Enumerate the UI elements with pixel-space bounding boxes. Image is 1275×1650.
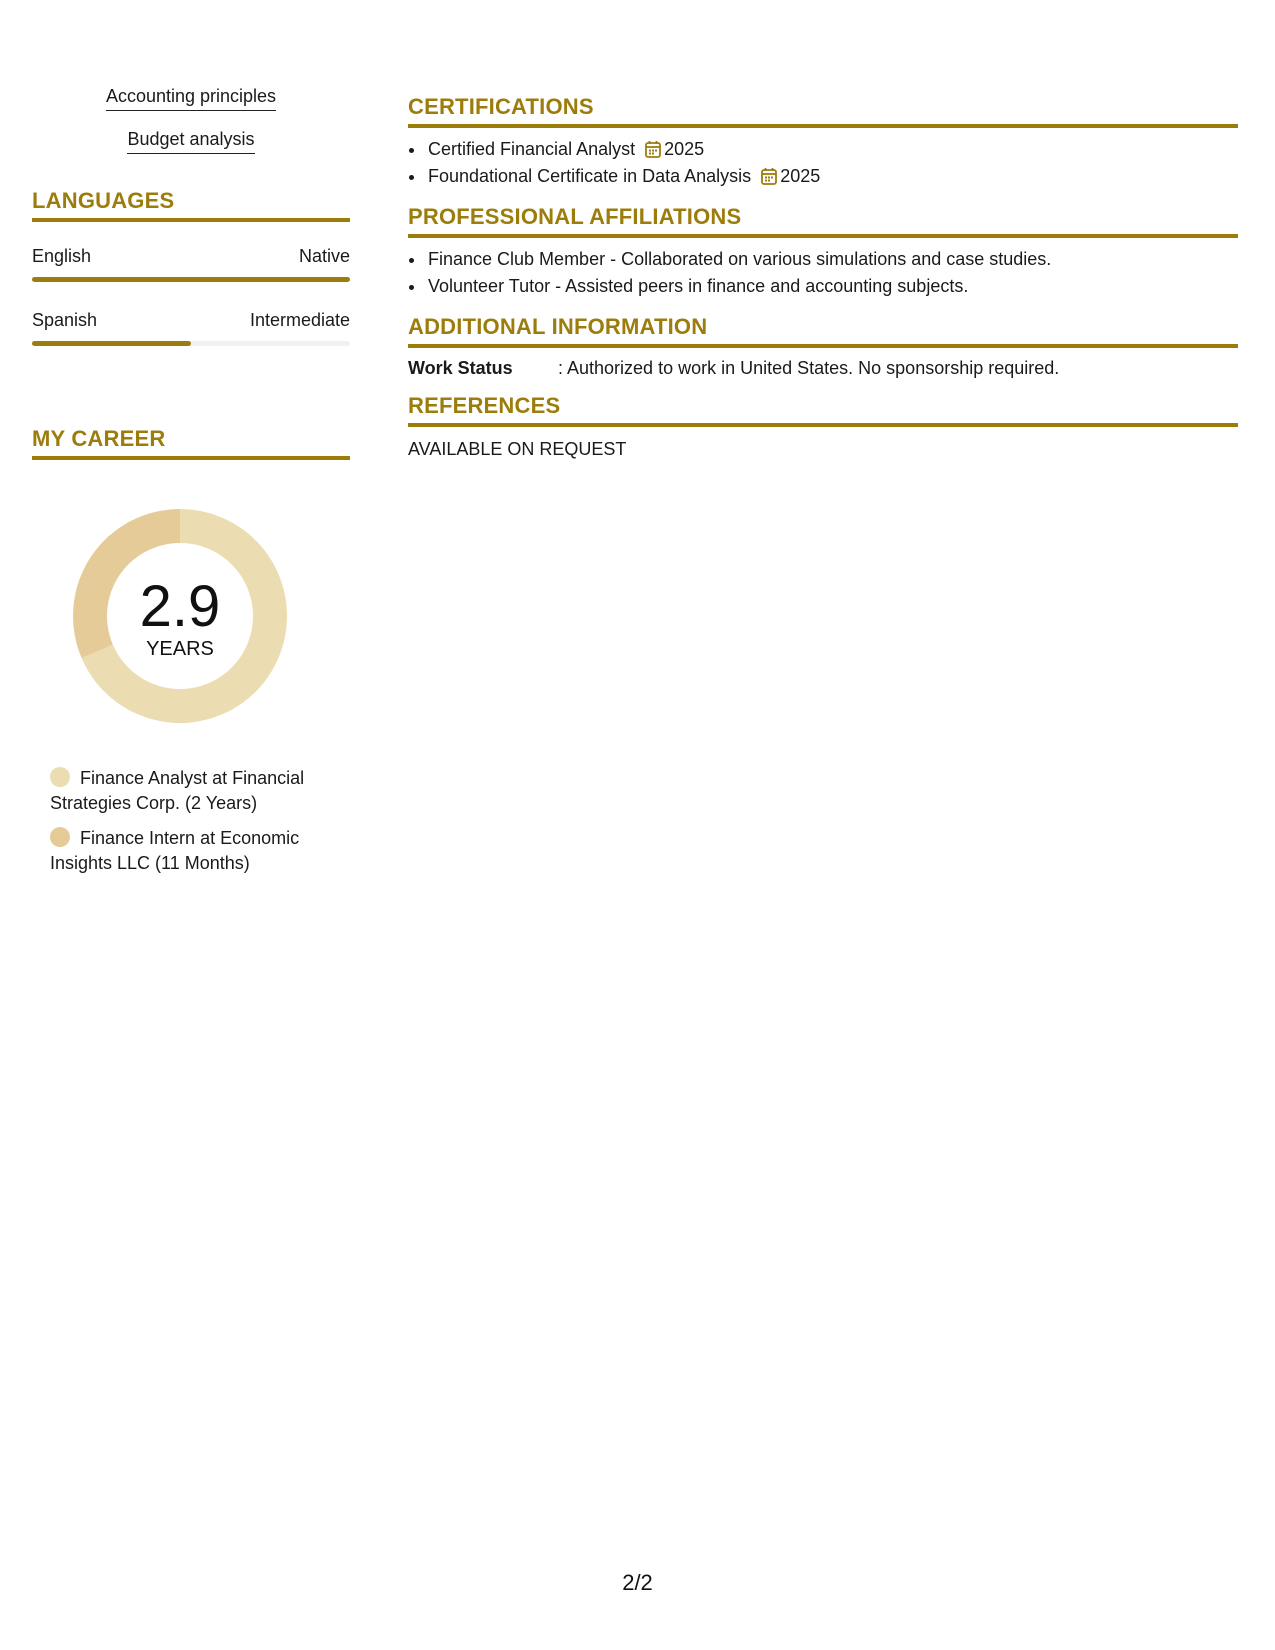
right-column — [408, 94, 1238, 460]
affiliations-heading: PROFESSIONAL AFFILIATIONS — [408, 204, 1238, 238]
certification-item — [426, 136, 1238, 163]
skill-tag: Budget analysis — [127, 129, 254, 154]
affiliation-item: • Volunteer Tutor - Assisted peers in finance and accounting subjects. — [426, 273, 1238, 300]
calendar-icon — [761, 167, 777, 185]
affiliations-list — [408, 246, 1238, 300]
certification-name: Certified Financial Analyst — [428, 139, 636, 159]
references-text: AVAILABLE ON REQUEST — [408, 439, 627, 459]
affiliation-item: • Finance Club Member - Collaborated on various simulations and case studies. — [426, 246, 1238, 273]
certifications-heading: CERTIFICATIONS — [408, 94, 1238, 128]
skill-tag: Accounting principles — [106, 86, 276, 111]
language-proficiency-fill — [32, 341, 191, 346]
career-total-unit: YEARS — [146, 638, 214, 660]
language-proficiency-fill — [32, 277, 350, 282]
language-level: Intermediate — [249, 310, 350, 330]
work-status-row — [408, 358, 1238, 379]
language-level: Native — [298, 246, 350, 266]
career-donut-chart — [66, 502, 294, 730]
career-section — [32, 426, 350, 876]
career-heading: MY CAREER — [32, 426, 350, 460]
donut-center — [66, 502, 294, 730]
language-proficiency-bar — [32, 341, 350, 346]
career-legend-item — [50, 766, 330, 816]
work-status-label: Work Status — [408, 358, 513, 378]
additional-info-section — [408, 314, 1238, 379]
career-entry-label: Finance Intern at Economic Insights LLC (11 Months) — [50, 828, 300, 873]
certification-year: 2025 — [780, 166, 821, 186]
languages-heading: LANGUAGES — [32, 188, 350, 222]
legend-dot — [50, 827, 70, 847]
language-name: English — [32, 246, 92, 266]
language-proficiency-bar — [32, 277, 350, 282]
calendar-icon — [645, 140, 661, 158]
legend-dot — [50, 767, 70, 787]
affiliations-section — [408, 204, 1238, 300]
career-legend — [50, 766, 330, 876]
certification-name: Foundational Certificate in Data Analysis — [428, 166, 752, 186]
language-name: Spanish — [32, 310, 98, 330]
work-status-value: : Authorized to work in United States. No sponsorship required. — [558, 358, 1060, 378]
certifications-list — [408, 136, 1238, 190]
language-item — [32, 310, 350, 346]
references-heading: REFERENCES — [408, 393, 1238, 427]
career-legend-item — [50, 826, 330, 876]
references-section — [408, 393, 1238, 460]
skills-list — [32, 86, 350, 154]
career-entry-label: Finance Analyst at Financial Strategies Corp. (2 Years) — [50, 768, 305, 813]
left-column — [32, 86, 350, 886]
certification-item — [426, 163, 1238, 190]
certifications-section — [408, 94, 1238, 190]
languages-section — [32, 188, 350, 346]
page-number: 2/2 — [622, 1570, 653, 1595]
career-total-value: 2.9 — [139, 574, 221, 639]
certification-year: 2025 — [664, 139, 705, 159]
additional-info-heading: ADDITIONAL INFORMATION — [408, 314, 1238, 348]
language-item — [32, 246, 350, 282]
